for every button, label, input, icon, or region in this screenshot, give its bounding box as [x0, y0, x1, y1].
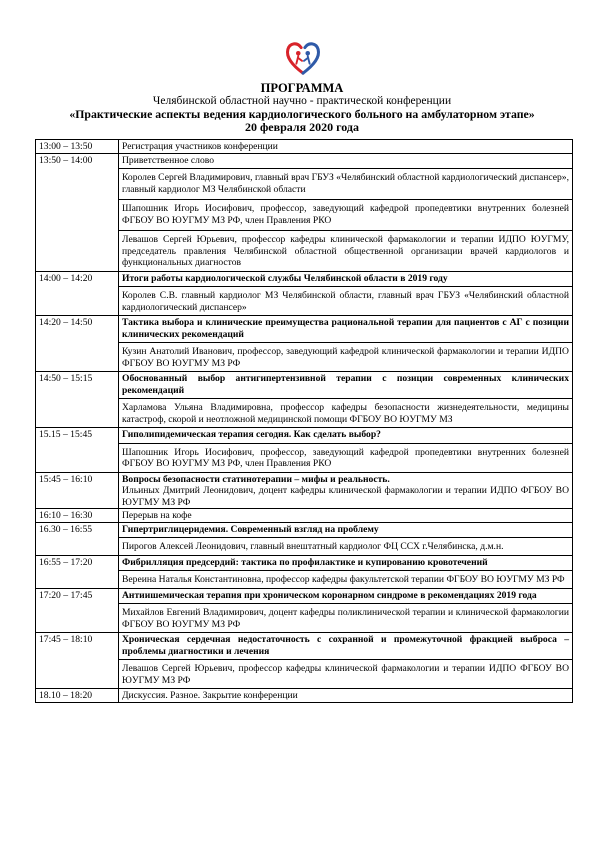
session-details: [119, 555, 573, 588]
session-time: 16:10 – 16:30: [36, 509, 119, 523]
session-time: 14:00 – 14:20: [36, 271, 119, 316]
session-time: 15:45 – 16:10: [36, 472, 119, 509]
schedule-row: [36, 522, 573, 555]
schedule-body: [36, 140, 573, 703]
schedule-table: [35, 139, 573, 703]
conference-date: 20 февраля 2020 года: [245, 120, 359, 134]
session-time: 14:20 – 14:50: [36, 316, 119, 372]
session-speaker: Шапошник Игорь Иосифович, профессор, заведующий кафедрой пропедевтики внутренних болезней ФГБОУ ВО ЮУГМУ МЗ РФ, член Правления РКО: [119, 443, 572, 472]
session-time: 16:55 – 17:20: [36, 555, 119, 588]
schedule-row: [36, 555, 573, 588]
session-details: [119, 522, 573, 555]
session-time: 18.10 – 18:20: [36, 689, 119, 703]
schedule-row: [36, 689, 573, 703]
session-title: Приветственное слово: [122, 154, 215, 166]
schedule-row: [36, 316, 573, 372]
session-speaker: Шапошник Игорь Иосифович, профессор, заведующий кафедрой пропедевтики внутренних болезней ФГБОУ ВО ЮУГМУ МЗ РФ, член Правления РКО: [119, 199, 572, 228]
session-details: [119, 140, 573, 154]
schedule-row: [36, 633, 573, 689]
session-title: Гипертриглицеридемия. Современный взгляд на проблему: [122, 523, 379, 535]
session-title: Итоги работы кардиологической службы Челябинской области в 2019 году: [122, 272, 448, 284]
session-details: [119, 428, 573, 473]
session-details: [119, 153, 573, 271]
session-time: 16.30 – 16:55: [36, 522, 119, 555]
conference-name: «Практические аспекты ведения кардиологического больного на амбулаторном этапе»: [69, 107, 535, 121]
schedule-row: [36, 428, 573, 473]
program-subtitle: Челябинской областной научно - практической конференции: [152, 95, 452, 107]
schedule-row: [36, 140, 573, 154]
session-details: [119, 372, 573, 428]
session-speaker: Левашов Сергей Юрьевич, профессор кафедры клинической фармакологии и терапии ИДПО ФГБОУ ВО ЮУГМУ МЗ РФ: [119, 659, 572, 688]
session-speaker: Харламова Ульяна Владимировна, профессор кафедры безопасности жизнедеятельности, медицины катастроф, скорой и неотложной медицинской помощи ФГБОУ ВО ЮУГМУ МЗ: [119, 398, 572, 427]
session-details: [119, 633, 573, 689]
session-title: Вопросы безопасности статинотерапии – мифы и реальность.: [122, 473, 390, 485]
session-time: 17:20 – 17:45: [36, 588, 119, 633]
session-speaker: Королев Сергей Владимирович, главный врач ГБУЗ «Челябинский областной кардиологический диспансер», главный кардиолог МЗ Челябинской области: [119, 168, 572, 197]
session-title: Регистрация участников конференции: [122, 141, 278, 152]
session-title: Обоснованный выбор антигипертензивной терапии с позиции современных клинических рекомендаций: [122, 373, 569, 396]
session-speaker: Вереина Наталья Константиновна, профессор кафедры факультетской терапии ФГБОУ ВО ЮУГМУ МЗ РФ: [119, 570, 572, 588]
session-time: 15.15 – 15:45: [36, 428, 119, 473]
session-speaker: Королев С.В. главный кардиолог МЗ Челябинской области, главный врач ГБУЗ «Челябинский областной кардиологический диспансер»: [119, 286, 572, 315]
session-speaker: Ильиных Дмитрий Леонидович, доцент кафедры клинической фармакологии и терапии ИДПО ФГБОУ ВО ЮУГМУ МЗ РФ: [122, 485, 569, 508]
program-header: [0, 81, 604, 134]
session-details: [119, 509, 573, 523]
session-title: Антиишемическая терапия при хроническом коронарном синдроме в рекомендациях 2019 года: [122, 589, 537, 601]
session-time: 13:00 – 13:50: [36, 140, 119, 154]
schedule-row: [36, 271, 573, 316]
session-details: [119, 588, 573, 633]
schedule-row: [36, 153, 573, 271]
session-title: Гиполипидемическая терапия сегодня. Как сделать выбор?: [122, 429, 381, 440]
heart-people-logo-icon: [284, 40, 322, 76]
session-details: [119, 689, 573, 703]
session-title: Дискуссия. Разное. Закрытие конференции: [122, 690, 298, 701]
session-title: Тактика выбора и клинические преимущества рациональной терапии для пациентов с АГ с позиции клинических рекомендаций: [122, 317, 569, 340]
schedule-row: [36, 588, 573, 633]
session-details: [119, 271, 573, 316]
program-title: ПРОГРАММА: [260, 81, 344, 95]
schedule-row: [36, 372, 573, 428]
session-time: 14:50 – 15:15: [36, 372, 119, 428]
session-title: Хроническая сердечная недостаточность с сохранной и промежуточной фракцией выброса – проблемы диагностики и лечения: [122, 634, 569, 657]
session-details: [119, 316, 573, 372]
session-title: Перерыв на кофе: [122, 510, 192, 521]
session-speaker: Пирогов Алексей Леонидович, главный внештатный кардиолог ФЦ ССХ г.Челябинска, д.м.н.: [119, 537, 572, 555]
session-title: Фибрилляция предсердий: тактика по профилактике и купированию кровотечений: [122, 556, 488, 568]
session-speaker: Михайлов Евгений Владимирович, доцент кафедры поликлинической терапии и клинической фармакологии ФГБОУ ВО ЮУГМУ МЗ РФ: [119, 603, 572, 632]
schedule-row: [36, 472, 573, 509]
session-time: 13:50 – 14:00: [36, 153, 119, 271]
session-speaker: Левашов Сергей Юрьевич, профессор кафедры клинической фармакологии и терапии ИДПО ЮУГМУ, председатель правления Челябинской областной общественной организации врачей кардиологов и функциональных диагностов: [119, 230, 572, 271]
session-time: 17:45 – 18:10: [36, 633, 119, 689]
session-details: [119, 472, 573, 509]
schedule-row: [36, 509, 573, 523]
session-speaker: Кузин Анатолий Иванович, профессор, заведующий кафедрой клинической фармакологии и терапии ИДПО ФГБОУ ВО ЮУГМУ МЗ РФ: [119, 342, 572, 371]
